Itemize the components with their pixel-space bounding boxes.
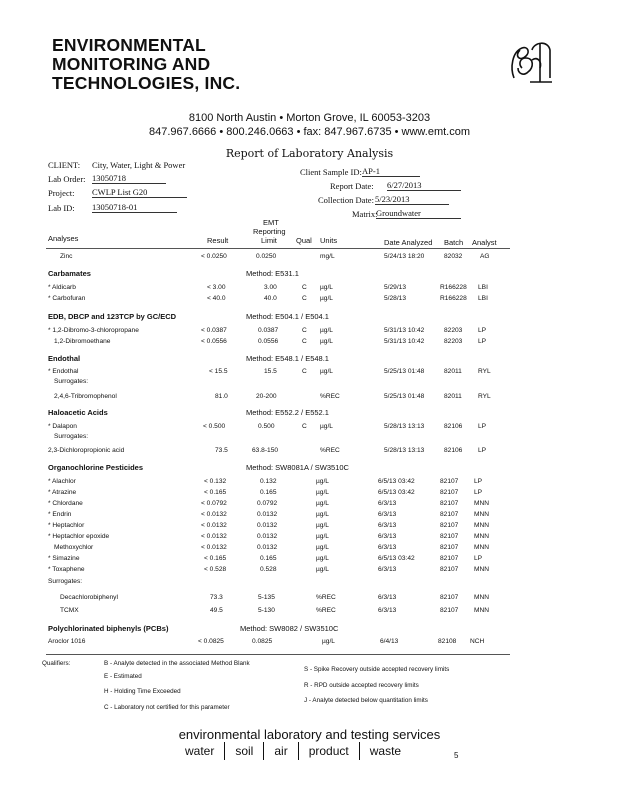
analyte-rl: 0.0132 bbox=[257, 544, 278, 551]
analyte-result: < 0.528 bbox=[204, 566, 227, 573]
analyte-analyst: LP bbox=[478, 327, 487, 334]
analyte-units: %REC bbox=[320, 447, 340, 454]
qualifier-b: B - Analyte detected in the associated Method Blank bbox=[104, 660, 250, 667]
analyte-result: 49.5 bbox=[210, 607, 223, 614]
analyte-units: µg/L bbox=[320, 423, 333, 430]
analyte-analyst: AG bbox=[480, 253, 490, 260]
col-rl-line1: EMT bbox=[263, 218, 279, 227]
col-date-analyzed: Date Analyzed bbox=[384, 238, 433, 247]
qualifiers-divider bbox=[46, 654, 510, 655]
analyte-date: 6/3/13 bbox=[378, 607, 397, 614]
section-method: Method: SW8081A / SW3510C bbox=[246, 463, 349, 472]
analyte-result: < 0.0132 bbox=[201, 533, 227, 540]
analyte-qual: C bbox=[302, 284, 307, 291]
section-method: Method: E552.2 / E552.1 bbox=[246, 408, 329, 417]
analyte-batch: 82108 bbox=[438, 638, 457, 645]
analyte-name: * 1,2-Dibromo-3-chloropropane bbox=[48, 327, 139, 334]
surrogates-row bbox=[0, 433, 619, 445]
analyte-date: 6/3/13 bbox=[378, 522, 397, 529]
analyte-result: < 0.0792 bbox=[201, 500, 227, 507]
analyte-units: µg/L bbox=[316, 566, 329, 573]
analyte-result: 81.0 bbox=[215, 393, 228, 400]
surrogates-row bbox=[0, 378, 619, 390]
analyte-units: µg/L bbox=[316, 544, 329, 551]
analyte-result: < 0.165 bbox=[204, 555, 227, 562]
analyte-date: 5/25/13 01:48 bbox=[384, 393, 425, 400]
table-row bbox=[0, 638, 619, 650]
qualifier-e: E - Estimated bbox=[104, 673, 142, 680]
analyte-name: * Alachlor bbox=[48, 478, 76, 485]
analyte-batch: 82107 bbox=[440, 566, 459, 573]
analyte-qual: C bbox=[302, 338, 307, 345]
surrogates-label: Surrogates: bbox=[54, 378, 89, 385]
company-name-line3: TECHNOLOGIES, INC. bbox=[52, 73, 241, 93]
report-date-label: Report Date: bbox=[330, 181, 374, 191]
collection-date-label: Collection Date: bbox=[318, 195, 374, 205]
analyte-result: < 0.0132 bbox=[201, 544, 227, 551]
analyte-date: 6/5/13 03:42 bbox=[378, 478, 415, 485]
analyte-name: * Chlordane bbox=[48, 500, 83, 507]
company-name-line2: MONITORING AND bbox=[52, 54, 211, 74]
analyte-name: * Atrazine bbox=[48, 489, 77, 496]
analyte-result: < 0.0132 bbox=[201, 511, 227, 518]
analyte-units: µg/L bbox=[316, 478, 329, 485]
analyte-name: 1,2-Dibromoethane bbox=[54, 338, 111, 345]
footer-product: product bbox=[298, 742, 359, 760]
analyte-qual: C bbox=[302, 295, 307, 302]
collection-date-value: 5/23/2013 bbox=[375, 194, 449, 205]
analyte-analyst: LP bbox=[474, 555, 483, 562]
analyte-batch: 82203 bbox=[444, 338, 463, 345]
analyte-result: < 0.0132 bbox=[201, 522, 227, 529]
analyte-date: 5/31/13 10:42 bbox=[384, 338, 425, 345]
analyte-units: mg/L bbox=[320, 253, 335, 260]
analyte-analyst: LBI bbox=[478, 295, 488, 302]
analyte-date: 5/25/13 01:48 bbox=[384, 368, 425, 375]
lab-order-label: Lab Order: bbox=[48, 174, 86, 184]
col-rl-line2: Reporting bbox=[253, 227, 286, 236]
table-row bbox=[0, 594, 619, 606]
analyte-result: < 15.5 bbox=[209, 368, 228, 375]
analyte-analyst: RYL bbox=[478, 368, 491, 375]
section-row bbox=[0, 354, 619, 366]
analyte-result: < 0.0825 bbox=[198, 638, 224, 645]
surrogates-label: Surrogates: bbox=[54, 433, 89, 440]
analyte-name: * Heptachlor bbox=[48, 522, 85, 529]
analyte-name: Decachlorobiphenyl bbox=[60, 594, 118, 601]
analyte-date: 5/28/13 13:13 bbox=[384, 423, 425, 430]
col-batch: Batch bbox=[444, 238, 464, 247]
analyte-analyst: MNN bbox=[474, 533, 490, 540]
analyte-batch: 82107 bbox=[440, 500, 459, 507]
qualifiers-label: Qualifiers: bbox=[42, 660, 71, 667]
footer-water: water bbox=[185, 744, 215, 758]
section-title: EDB, DBCP and 123TCP by GC/ECD bbox=[48, 312, 177, 321]
section-title: Organochlorine Pesticides bbox=[48, 463, 144, 472]
analyte-name: Methoxychlor bbox=[54, 544, 94, 551]
analyte-qual: C bbox=[302, 368, 307, 375]
qualifier-j: J - Analyte detected below quantitation limits bbox=[304, 697, 428, 704]
analyte-rl: 5-130 bbox=[258, 607, 275, 614]
analyte-name: * Carbofuran bbox=[48, 295, 86, 302]
analyte-units: %REC bbox=[320, 393, 340, 400]
table-row bbox=[0, 393, 619, 405]
analyte-rl: 0.500 bbox=[258, 423, 275, 430]
table-row bbox=[0, 253, 619, 265]
analyte-date: 6/3/13 bbox=[378, 511, 397, 518]
analyte-rl: 0.165 bbox=[260, 555, 277, 562]
project-label: Project: bbox=[48, 188, 75, 198]
col-qual: Qual bbox=[296, 236, 312, 245]
col-analyst: Analyst bbox=[472, 238, 497, 247]
analyte-qual: C bbox=[302, 423, 307, 430]
analyte-analyst: LBI bbox=[478, 284, 488, 291]
surrogates-row bbox=[0, 578, 619, 590]
analyte-rl: 0.0825 bbox=[252, 638, 273, 645]
section-row bbox=[0, 312, 619, 324]
analyte-date: 6/3/13 bbox=[378, 533, 397, 540]
analyte-date: 6/5/13 03:42 bbox=[378, 489, 415, 496]
analyte-qual: C bbox=[302, 327, 307, 334]
analyte-analyst: MNN bbox=[474, 522, 490, 529]
client-sample-value: AP-1 bbox=[362, 166, 420, 177]
analyte-rl: 20-200 bbox=[256, 393, 277, 400]
analyte-rl: 0.132 bbox=[260, 478, 277, 485]
surrogates-label: Surrogates: bbox=[48, 578, 83, 585]
footer-services bbox=[175, 742, 411, 760]
analyte-units: µg/L bbox=[320, 295, 333, 302]
analyte-name: * Dalapon bbox=[48, 423, 77, 430]
analyte-rl: 15.5 bbox=[264, 368, 277, 375]
analyte-analyst: MNN bbox=[474, 607, 490, 614]
report-title: Report of Laboratory Analysis bbox=[225, 147, 394, 160]
header-divider bbox=[46, 248, 510, 249]
section-row bbox=[0, 269, 619, 281]
analyte-result: < 0.0250 bbox=[201, 253, 227, 260]
analyte-date: 5/28/13 13:13 bbox=[384, 447, 425, 454]
analyte-date: 5/24/13 18:20 bbox=[384, 253, 425, 260]
analyte-name: * Endrin bbox=[48, 511, 72, 518]
col-result: Result bbox=[207, 236, 229, 245]
analyte-result: < 0.165 bbox=[204, 489, 227, 496]
analyte-batch: 82107 bbox=[440, 594, 459, 601]
matrix-label: Matrix: bbox=[352, 209, 378, 219]
page-number: 5 bbox=[454, 751, 459, 760]
analyte-analyst: LP bbox=[474, 478, 483, 485]
analyte-rl: 0.0132 bbox=[257, 533, 278, 540]
analyte-analyst: NCH bbox=[470, 638, 485, 645]
analyte-result: < 0.132 bbox=[204, 478, 227, 485]
analyte-analyst: MNN bbox=[474, 511, 490, 518]
col-rl-line3: Limit bbox=[261, 236, 277, 245]
analyte-units: µg/L bbox=[316, 511, 329, 518]
analyte-name: 2,4,6-Tribromophenol bbox=[54, 393, 117, 400]
analyte-name: Aroclor 1016 bbox=[48, 638, 86, 645]
footer-waste: waste bbox=[359, 742, 411, 760]
analyte-units: µg/L bbox=[320, 284, 333, 291]
section-row bbox=[0, 408, 619, 420]
analyte-name: * Simazine bbox=[48, 555, 80, 562]
analyte-units: µg/L bbox=[316, 533, 329, 540]
col-units: Units bbox=[320, 236, 338, 245]
report-date-value: 6/27/2013 bbox=[387, 180, 461, 191]
section-title: Polychlorinated biphenyls (PCBs) bbox=[48, 624, 169, 633]
section-method: Method: E531.1 bbox=[246, 269, 299, 278]
lab-id-value: 13050718-01 bbox=[92, 202, 177, 213]
lab-id-label: Lab ID: bbox=[48, 203, 75, 213]
section-method: Method: E548.1 / E548.1 bbox=[246, 354, 329, 363]
analyte-rl: 0.165 bbox=[260, 489, 277, 496]
analyte-date: 5/28/13 bbox=[384, 295, 406, 302]
qualifier-c: C - Laboratory not certified for this parameter bbox=[104, 704, 230, 711]
analyte-analyst: LP bbox=[478, 423, 487, 430]
analyte-date: 5/31/13 10:42 bbox=[384, 327, 425, 334]
lab-order-value: 13050718 bbox=[92, 173, 166, 184]
qualifier-r: R - RPD outside accepted recovery limits bbox=[304, 682, 419, 689]
project-value: CWLP List G20 bbox=[92, 187, 187, 198]
analyte-analyst: MNN bbox=[474, 544, 490, 551]
section-title: Haloacetic Acids bbox=[48, 408, 108, 417]
analyte-date: 6/3/13 bbox=[378, 594, 397, 601]
analyte-batch: 82107 bbox=[440, 511, 459, 518]
analyte-name: TCMX bbox=[60, 607, 79, 614]
analyte-rl: 0.0250 bbox=[256, 253, 277, 260]
footer-air: air bbox=[263, 742, 297, 760]
analyte-rl: 63.8-150 bbox=[252, 447, 279, 454]
analyte-units: µg/L bbox=[322, 638, 335, 645]
emt-logo-icon bbox=[508, 38, 554, 90]
analyte-units: %REC bbox=[316, 607, 336, 614]
analyte-date: 6/3/13 bbox=[378, 544, 397, 551]
analyte-rl: 40.0 bbox=[264, 295, 277, 302]
analyte-date: 6/3/13 bbox=[378, 500, 397, 507]
analyte-batch: R166228 bbox=[440, 284, 467, 291]
analyte-result: 73.3 bbox=[210, 594, 223, 601]
col-analyses: Analyses bbox=[48, 234, 79, 243]
analyte-units: µg/L bbox=[316, 555, 329, 562]
analyte-analyst: LP bbox=[478, 338, 487, 345]
analyte-units: µg/L bbox=[316, 489, 329, 496]
table-row bbox=[0, 447, 619, 459]
analyte-units: µg/L bbox=[320, 338, 333, 345]
analyte-batch: 82203 bbox=[444, 327, 463, 334]
analyte-batch: 82107 bbox=[440, 533, 459, 540]
analyte-batch: 82107 bbox=[440, 478, 459, 485]
analyte-date: 5/29/13 bbox=[384, 284, 406, 291]
company-name-line1: ENVIRONMENTAL bbox=[52, 35, 206, 55]
analyte-result: < 0.0387 bbox=[201, 327, 227, 334]
table-row bbox=[0, 338, 619, 350]
company-address: 8100 North Austin • Morton Grove, IL 60053-3203 bbox=[188, 112, 431, 124]
matrix-value: Groundwater bbox=[376, 208, 461, 219]
analyte-analyst: LP bbox=[478, 447, 487, 454]
client-value: City, Water, Light & Power bbox=[92, 160, 186, 170]
analyte-rl: 0.0387 bbox=[258, 327, 279, 334]
analyte-batch: R166228 bbox=[440, 295, 467, 302]
analyte-batch: 82107 bbox=[440, 522, 459, 529]
analyte-name: * Heptachlor epoxide bbox=[48, 533, 110, 540]
analyte-rl: 0.0132 bbox=[257, 511, 278, 518]
analyte-batch: 82107 bbox=[440, 489, 459, 496]
company-name bbox=[52, 36, 240, 93]
table-row bbox=[0, 566, 619, 578]
analyte-units: µg/L bbox=[316, 500, 329, 507]
section-title: Carbamates bbox=[48, 269, 91, 278]
analyte-name: Zinc bbox=[60, 253, 73, 260]
analyte-units: µg/L bbox=[316, 522, 329, 529]
analyte-rl: 3.00 bbox=[264, 284, 277, 291]
analyte-batch: 82032 bbox=[444, 253, 463, 260]
analyte-rl: 0.0132 bbox=[257, 522, 278, 529]
company-phones: 847.967.6666 • 800.246.0663 • fax: 847.967.6735 • www.emt.com bbox=[149, 126, 470, 138]
analyte-batch: 82107 bbox=[440, 555, 459, 562]
analyte-batch: 82106 bbox=[444, 447, 463, 454]
analyte-name: * Endothal bbox=[48, 368, 79, 375]
analyte-rl: 0.0792 bbox=[257, 500, 278, 507]
footer-title: environmental laboratory and testing services bbox=[178, 727, 441, 742]
analyte-batch: 82107 bbox=[440, 544, 459, 551]
analyte-analyst: LP bbox=[474, 489, 483, 496]
analyte-units: µg/L bbox=[320, 368, 333, 375]
analyte-analyst: MNN bbox=[474, 594, 490, 601]
section-title: Endothal bbox=[48, 354, 81, 363]
table-row bbox=[0, 295, 619, 307]
analyte-date: 6/3/13 bbox=[378, 566, 397, 573]
analyte-rl: 0.528 bbox=[260, 566, 277, 573]
analyte-rl: 0.0556 bbox=[258, 338, 279, 345]
analyte-rl: 5-135 bbox=[258, 594, 275, 601]
section-method: Method: SW8082 / SW3510C bbox=[240, 624, 339, 633]
analyte-batch: 82106 bbox=[444, 423, 463, 430]
analyte-name: * Toxaphene bbox=[48, 566, 85, 573]
analyte-name: * Aldicarb bbox=[48, 284, 76, 291]
analyte-analyst: RYL bbox=[478, 393, 491, 400]
analyte-result: < 0.0556 bbox=[201, 338, 227, 345]
analyte-result: 73.5 bbox=[215, 447, 228, 454]
analyte-date: 6/4/13 bbox=[380, 638, 399, 645]
analyte-date: 6/5/13 03:42 bbox=[378, 555, 415, 562]
analyte-result: < 0.500 bbox=[203, 423, 226, 430]
analyte-analyst: MNN bbox=[474, 566, 490, 573]
client-sample-label: Client Sample ID: bbox=[300, 167, 362, 177]
section-row bbox=[0, 463, 619, 475]
client-label: CLIENT: bbox=[48, 160, 81, 170]
qualifier-s: S - Spike Recovery outside accepted recovery limits bbox=[304, 666, 450, 673]
analyte-batch: 82107 bbox=[440, 607, 459, 614]
analyte-analyst: MNN bbox=[474, 500, 490, 507]
table-row bbox=[0, 607, 619, 619]
analyte-units: µg/L bbox=[320, 327, 333, 334]
analyte-batch: 82011 bbox=[444, 368, 462, 375]
section-method: Method: E504.1 / E504.1 bbox=[246, 312, 329, 321]
footer-soil: soil bbox=[224, 742, 263, 760]
section-row bbox=[0, 624, 619, 636]
analyte-result: < 3.00 bbox=[207, 284, 226, 291]
analyte-result: < 40.0 bbox=[207, 295, 226, 302]
analyte-batch: 82011 bbox=[444, 393, 462, 400]
analyte-name: 2,3-Dichloropropionic acid bbox=[48, 447, 125, 454]
analyte-units: %REC bbox=[316, 594, 336, 601]
qualifier-h: H - Holding Time Exceeded bbox=[104, 688, 181, 695]
